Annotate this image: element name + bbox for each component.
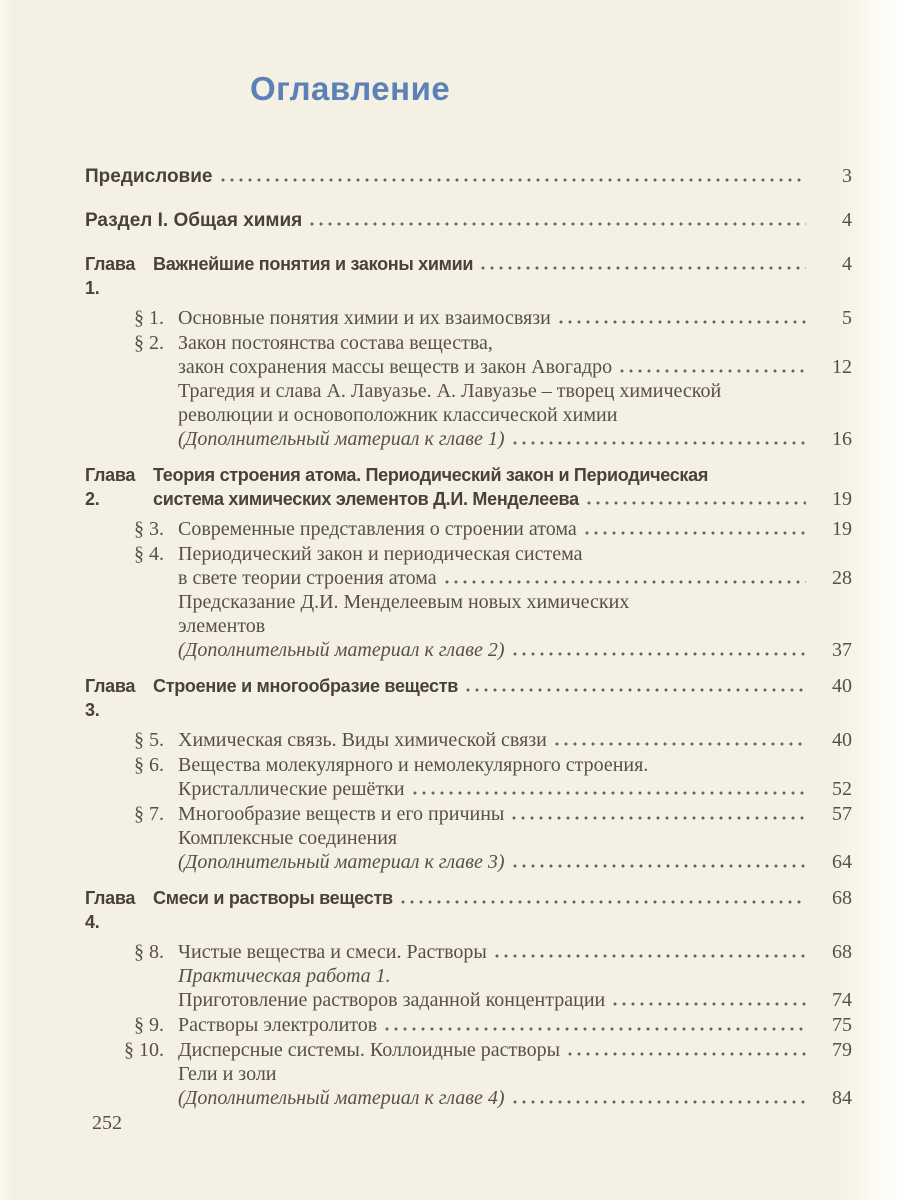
toc-line [178, 988, 852, 1012]
toc-entry [85, 164, 852, 188]
toc-entry [85, 886, 852, 934]
toc-page-number: 4 [842, 209, 852, 231]
dot-leader [385, 1027, 806, 1031]
toc-page-number: 4 [842, 253, 852, 275]
toc-entry [85, 542, 852, 662]
toc-entry-lines [85, 208, 852, 232]
toc-entry-lines [153, 674, 852, 722]
dot-leader [513, 864, 806, 868]
dot-leader [559, 320, 806, 324]
toc-line-text: Смеси и растворы веществ [153, 888, 393, 908]
toc-entry-label: § 3. [134, 518, 164, 540]
toc-line [178, 566, 852, 590]
toc-entry-label: § 2. [134, 332, 164, 354]
toc-line [153, 886, 852, 910]
dot-leader [512, 816, 806, 820]
toc-line-text: Чистые вещества и смеси. Растворы [178, 941, 487, 963]
toc-entry-lines [178, 728, 852, 752]
toc-line-text: Важнейшие понятия и законы химии [153, 254, 474, 274]
toc-entry-lines [178, 331, 852, 451]
toc-line [178, 802, 852, 826]
toc-page-number: 12 [832, 356, 852, 378]
toc-page-number: 19 [832, 488, 852, 510]
toc-line [153, 252, 852, 276]
dot-leader [221, 178, 807, 182]
toc-entry-label: Глава 3. [85, 676, 136, 720]
toc-line-text: Периодический закон и периодическая система [178, 543, 583, 565]
toc-entry [85, 252, 852, 300]
toc-line [178, 964, 852, 988]
dot-leader [620, 369, 806, 373]
toc-line-text: Химическая связь. Виды химической связи [178, 729, 547, 751]
dot-leader [513, 441, 806, 445]
toc-line [178, 940, 852, 964]
toc-line [153, 487, 852, 511]
toc-line [178, 753, 852, 777]
toc-entry [85, 1038, 852, 1110]
toc-line-text: революции и основоположник классической химии [178, 404, 618, 426]
toc-entry-lines [178, 542, 852, 662]
toc-line [178, 638, 852, 662]
toc-page-number: 68 [832, 887, 852, 909]
toc-page-number: 5 [842, 307, 852, 329]
dot-leader [585, 531, 806, 535]
toc-line-text: Гели и золи [178, 1063, 277, 1085]
toc-entry-label: § 7. [134, 803, 164, 825]
toc-page-number: 75 [832, 1014, 852, 1036]
toc-entry [85, 208, 852, 232]
dot-leader [310, 222, 806, 226]
toc-line [178, 306, 852, 330]
toc-line-text: Предисловие [85, 166, 213, 187]
toc-line-text: Кристаллические решётки [178, 778, 405, 800]
toc-page-number: 37 [832, 639, 852, 661]
toc-entry-lines [85, 164, 852, 188]
toc-page-number: 19 [832, 518, 852, 540]
toc-entry-label: Глава 2. [85, 465, 136, 509]
toc-entry [85, 940, 852, 1012]
toc-entry [85, 463, 852, 511]
toc-page-number: 52 [832, 778, 852, 800]
page-content [85, 0, 852, 1111]
toc-line [153, 674, 852, 698]
toc-line [178, 403, 852, 427]
toc-page-number: 28 [832, 567, 852, 589]
toc-line [178, 1086, 852, 1110]
page-title: Оглавление [250, 70, 451, 107]
dot-leader [568, 1052, 806, 1056]
dot-leader [613, 1002, 806, 1006]
table-of-contents [85, 164, 852, 1110]
toc-line-text: Современные представления о строении атома [178, 518, 577, 540]
toc-page-number: 57 [832, 803, 852, 825]
toc-entry-label: § 9. [134, 1014, 164, 1036]
folio-page-number: 252 [92, 1112, 122, 1134]
toc-page-number: 64 [832, 851, 852, 873]
toc-line-text: Закон постоянства состава вещества, [178, 332, 493, 354]
toc-entry [85, 728, 852, 752]
toc-entry-lines [178, 940, 852, 1012]
toc-line-text: Теория строения атома. Периодический закон и Периодическая [153, 465, 709, 485]
dot-leader [445, 580, 806, 584]
toc-page-number: 79 [832, 1039, 852, 1061]
toc-page-number: 3 [842, 165, 852, 187]
toc-line [178, 379, 852, 403]
toc-line-text: Предсказание Д.И. Менделеевым новых химических [178, 591, 630, 613]
toc-line-text: элементов [178, 615, 266, 637]
dot-leader [401, 900, 806, 904]
dot-leader [587, 501, 806, 505]
toc-line-text: в свете теории строения атома [178, 567, 437, 589]
dot-leader [495, 954, 806, 958]
toc-line-text: Комплексные соединения [178, 827, 398, 849]
toc-line [178, 1038, 852, 1062]
toc-entry [85, 1013, 852, 1037]
toc-line-text: система химических элементов Д.И. Менделеева [153, 489, 579, 509]
toc-entry-lines [178, 753, 852, 801]
toc-line-text: Трагедия и слава А. Лавуазье. А. Лавуазье – творец химической [178, 380, 722, 402]
toc-entry-lines [178, 802, 852, 874]
toc-line [178, 850, 852, 874]
toc-entry-lines [178, 1038, 852, 1110]
toc-line [153, 463, 852, 487]
toc-entry [85, 753, 852, 801]
toc-page-number: 68 [832, 941, 852, 963]
dot-leader [466, 688, 806, 692]
toc-line [178, 542, 852, 566]
dot-leader [513, 652, 806, 656]
toc-line [178, 590, 852, 614]
toc-entry-label: Глава 1. [85, 254, 136, 298]
toc-entry [85, 517, 852, 541]
toc-entry [85, 674, 852, 722]
toc-line [178, 331, 852, 355]
toc-line-text: (Дополнительный материал к главе 3) [178, 851, 505, 873]
toc-line-text: Многообразие веществ и его причины [178, 803, 505, 825]
toc-entry-lines [178, 1013, 852, 1037]
toc-page-number: 40 [832, 675, 852, 697]
toc-line-text: (Дополнительный материал к главе 2) [178, 639, 505, 661]
toc-page-number: 16 [832, 428, 852, 450]
toc-entry-lines [153, 463, 852, 511]
toc-entry-lines [153, 886, 852, 934]
toc-line [85, 164, 852, 188]
toc-line [85, 208, 852, 232]
toc-line [178, 728, 852, 752]
toc-entry-label: § 1. [134, 307, 164, 329]
toc-line-text: Приготовление растворов заданной концентрации [178, 989, 606, 1011]
toc-line-text: закон сохранения массы веществ и закон Авогадро [178, 356, 613, 378]
toc-line [178, 517, 852, 541]
toc-line-text: Растворы электролитов [178, 1014, 378, 1036]
toc-line-text: (Дополнительный материал к главе 1) [178, 428, 505, 450]
toc-entry-label: § 4. [134, 543, 164, 565]
toc-entry-lines [178, 517, 852, 541]
dot-leader [481, 266, 806, 270]
toc-entry-label: § 10. [124, 1039, 164, 1061]
toc-line-text: Раздел I. Общая химия [85, 210, 303, 231]
toc-line-text: Строение и многообразие веществ [153, 676, 459, 696]
toc-line [178, 777, 852, 801]
toc-line [178, 826, 852, 850]
toc-entry [85, 306, 852, 330]
toc-entry-label: § 6. [134, 754, 164, 776]
toc-line-text: Практическая работа 1. [178, 965, 391, 987]
toc-line [178, 1062, 852, 1086]
toc-page-number: 74 [832, 989, 852, 1011]
toc-entry [85, 802, 852, 874]
toc-entry-label: § 8. [134, 941, 164, 963]
dot-leader [413, 791, 806, 795]
toc-line [178, 614, 852, 638]
toc-entry-lines [178, 306, 852, 330]
toc-line-text: Дисперсные системы. Коллоидные растворы [178, 1039, 561, 1061]
dot-leader [555, 742, 806, 746]
toc-line [178, 1013, 852, 1037]
toc-entry [85, 331, 852, 451]
toc-page-number: 40 [832, 729, 852, 751]
dot-leader [513, 1100, 806, 1104]
toc-line [178, 427, 852, 451]
toc-line-text: Основные понятия химии и их взаимосвязи [178, 307, 551, 329]
toc-line-text: (Дополнительный материал к главе 4) [178, 1087, 505, 1109]
toc-entry-label: Глава 4. [85, 888, 136, 932]
toc-entry-label: § 5. [134, 729, 164, 751]
toc-page-number: 84 [832, 1087, 852, 1109]
toc-line-text: Вещества молекулярного и немолекулярного строения. [178, 754, 649, 776]
toc-line [178, 355, 852, 379]
toc-entry-lines [153, 252, 852, 300]
